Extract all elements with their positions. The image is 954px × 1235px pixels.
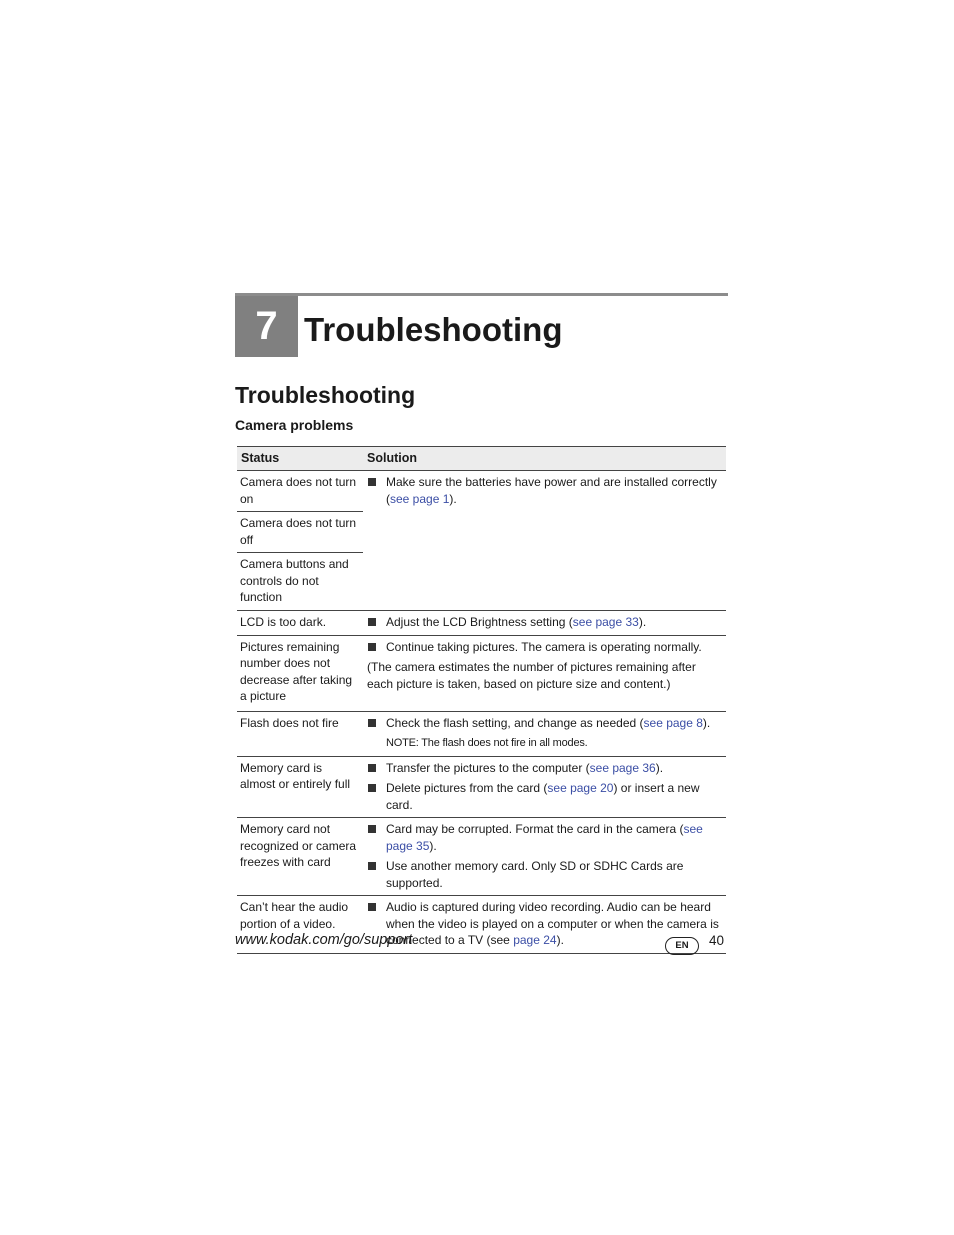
solution-item: Check the flash setting, and change as needed (see page 8). <box>367 715 722 732</box>
status-header: Status <box>237 447 363 471</box>
table-row <box>237 635 726 711</box>
square-bullet-icon <box>368 764 376 772</box>
table-row <box>237 756 726 818</box>
square-bullet-icon <box>368 862 376 870</box>
solution-item: Use another memory card. Only SD or SDHC Cards are supported. <box>367 858 722 891</box>
page-number: 40 <box>709 933 725 948</box>
solution-item: Adjust the LCD Brightness setting (see page 33). <box>367 614 722 631</box>
square-bullet-icon <box>368 643 376 651</box>
square-bullet-icon <box>368 478 376 486</box>
page-link[interactable]: page 24 <box>513 933 557 947</box>
support-url[interactable]: www.kodak.com/go/support <box>235 932 413 948</box>
chapter-title: Troubleshooting <box>304 311 563 348</box>
page-link[interactable]: see page 33 <box>572 615 639 629</box>
status-cell: Pictures remaining number does not decrease after taking a picture <box>237 635 363 711</box>
page-link[interactable]: see page 35 <box>386 822 703 853</box>
solution-cell <box>363 756 726 818</box>
solution-note: (The camera estimates the number of pictures remaining after each picture is taken, based on picture size and content.) <box>367 660 696 691</box>
flash-note: NOTE: The flash does not fire in all modes. <box>386 737 588 749</box>
status-cell: LCD is too dark. <box>237 611 363 636</box>
square-bullet-icon <box>368 903 376 911</box>
square-bullet-icon <box>368 719 376 727</box>
language-badge: EN <box>665 937 699 955</box>
status-cell: Camera does not turn on <box>237 471 363 512</box>
solution-cell <box>363 711 726 756</box>
chapter-rule <box>235 293 728 296</box>
square-bullet-icon <box>368 825 376 833</box>
section-title: Troubleshooting <box>235 382 416 408</box>
solution-cell <box>363 635 726 711</box>
solution-item: Delete pictures from the card (see page 20) or insert a new card. <box>367 780 722 813</box>
status-cell: Memory card is almost or entirely full <box>237 756 363 818</box>
solution-item: Make sure the batteries have power and are installed correctly (see page 1). <box>367 474 722 507</box>
status-cell: Can’t hear the audio portion of a video. <box>237 896 363 954</box>
page-link[interactable]: see page 8 <box>643 715 703 730</box>
page-link[interactable]: see page 36 <box>589 760 656 775</box>
square-bullet-icon <box>368 618 376 626</box>
troubleshooting-table <box>237 446 726 954</box>
solution-item: Transfer the pictures to the computer (see page 36). <box>367 760 722 777</box>
solution-item: Audio is captured during video recording. Audio can be heard when the video is played on a computer or when the camera is connected to a TV (see page 24). <box>367 899 722 949</box>
chapter-number: 7 <box>255 304 278 348</box>
status-cell: Camera does not turn off <box>237 512 363 553</box>
square-bullet-icon <box>368 784 376 792</box>
solution-item: Continue taking pictures. The camera is operating normally. <box>367 639 722 656</box>
table-header-row <box>237 447 726 471</box>
solution-cell <box>363 611 726 636</box>
page-link[interactable]: see page 1 <box>390 491 450 506</box>
status-cell: Camera buttons and controls do not function <box>237 553 363 611</box>
subsection-title: Camera problems <box>235 417 354 433</box>
table-row <box>237 711 726 756</box>
solution-item: Card may be corrupted. Format the card in the camera (see page 35). <box>367 821 722 854</box>
table-row <box>237 611 726 636</box>
table-row <box>237 471 726 512</box>
chapter-number-box <box>235 296 298 357</box>
page-link[interactable]: see page 20 <box>547 781 614 795</box>
status-cell: Flash does not fire <box>237 711 363 756</box>
solution-cell <box>363 818 726 896</box>
status-cell: Memory card not recognized or camera freezes with card <box>237 818 363 896</box>
solution-cell <box>363 471 726 611</box>
solution-header: Solution <box>363 447 726 471</box>
table-row <box>237 818 726 896</box>
